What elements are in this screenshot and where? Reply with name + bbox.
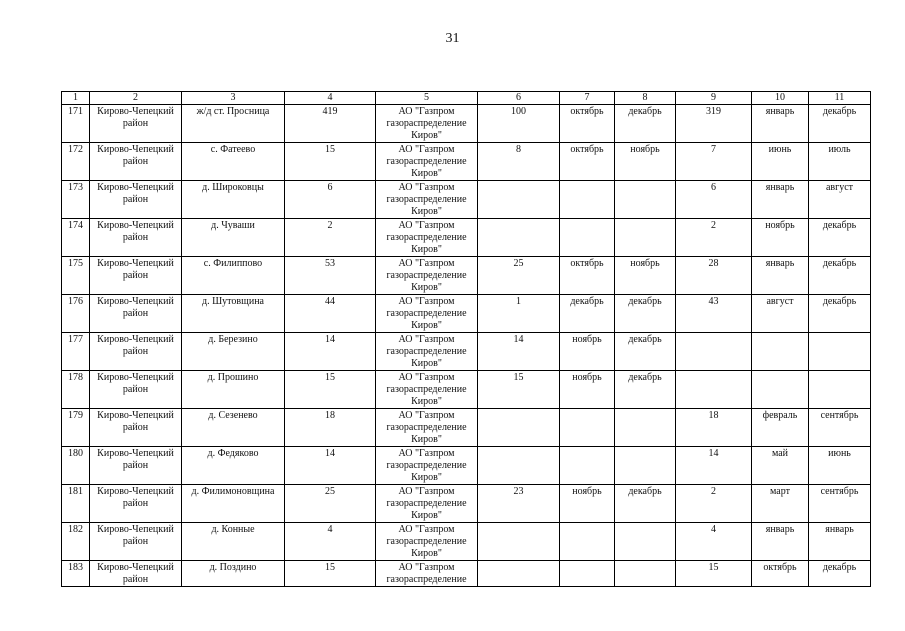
table-row [62,295,871,333]
cell-start-month-a: ноябрь [560,485,615,523]
cell-end-month-b: декабрь [809,219,871,257]
cell-start-month-a: октябрь [560,257,615,295]
cell-end-month-b: сентябрь [809,409,871,447]
cell-district: Кирово-Чепецкий район [90,257,182,295]
cell-organization: АО "Газпром газораспределение Киров" [376,295,478,333]
cell-district: Кирово-Чепецкий район [90,181,182,219]
cell-count-b: 7 [676,143,752,181]
cell-settlement: ж/д ст. Просница [182,105,285,143]
cell-total-count: 15 [285,371,376,409]
cell-start-month-a: октябрь [560,105,615,143]
column-header-7: 7 [560,92,615,105]
cell-start-month-a [560,181,615,219]
cell-end-month-b: июнь [809,447,871,485]
header-row [62,92,871,105]
cell-start-month-b [752,333,809,371]
cell-district: Кирово-Чепецкий район [90,333,182,371]
cell-count-a [478,447,560,485]
cell-total-count: 419 [285,105,376,143]
cell-total-count: 15 [285,143,376,181]
cell-organization: АО "Газпром газораспределение Киров" [376,371,478,409]
cell-count-b: 18 [676,409,752,447]
cell-total-count: 15 [285,561,376,587]
cell-count-b [676,371,752,409]
cell-total-count: 53 [285,257,376,295]
cell-settlement: д. Прошино [182,371,285,409]
cell-end-month-a: декабрь [615,485,676,523]
column-header-1: 1 [62,92,90,105]
cell-start-month-a: декабрь [560,295,615,333]
table-row [62,181,871,219]
cell-row-number: 181 [62,485,90,523]
cell-total-count: 18 [285,409,376,447]
table-row [62,561,871,587]
cell-end-month-a: ноябрь [615,257,676,295]
cell-organization: АО "Газпром газораспределение Киров" [376,181,478,219]
cell-district: Кирово-Чепецкий район [90,561,182,587]
cell-start-month-a [560,523,615,561]
cell-settlement: д. Шутовщина [182,295,285,333]
cell-count-a: 14 [478,333,560,371]
table-row [62,371,871,409]
data-table [61,91,871,587]
cell-start-month-b: июнь [752,143,809,181]
cell-start-month-b: ноябрь [752,219,809,257]
cell-count-a [478,409,560,447]
cell-start-month-a [560,447,615,485]
cell-end-month-a [615,409,676,447]
cell-end-month-a: декабрь [615,333,676,371]
cell-settlement: с. Филиппово [182,257,285,295]
table-row [62,523,871,561]
cell-end-month-a: декабрь [615,295,676,333]
cell-count-b: 2 [676,219,752,257]
cell-district: Кирово-Чепецкий район [90,409,182,447]
cell-settlement: д. Конные [182,523,285,561]
cell-count-a: 8 [478,143,560,181]
cell-end-month-b: декабрь [809,295,871,333]
cell-start-month-a [560,561,615,587]
cell-row-number: 175 [62,257,90,295]
cell-count-a [478,523,560,561]
cell-end-month-b: декабрь [809,105,871,143]
cell-start-month-b: январь [752,105,809,143]
cell-row-number: 173 [62,181,90,219]
cell-count-b: 2 [676,485,752,523]
cell-settlement: д. Широковцы [182,181,285,219]
cell-settlement: д. Чуваши [182,219,285,257]
cell-end-month-b: июль [809,143,871,181]
cell-district: Кирово-Чепецкий район [90,295,182,333]
cell-settlement: д. Федяково [182,447,285,485]
cell-start-month-b: май [752,447,809,485]
cell-district: Кирово-Чепецкий район [90,219,182,257]
cell-count-a: 100 [478,105,560,143]
cell-start-month-a [560,409,615,447]
cell-end-month-a [615,561,676,587]
cell-row-number: 176 [62,295,90,333]
column-header-6: 6 [478,92,560,105]
cell-total-count: 4 [285,523,376,561]
cell-count-b: 14 [676,447,752,485]
cell-organization: АО "Газпром газораспределение Киров" [376,105,478,143]
cell-total-count: 14 [285,447,376,485]
cell-row-number: 180 [62,447,90,485]
cell-organization: АО "Газпром газораспределение Киров" [376,333,478,371]
cell-start-month-b: март [752,485,809,523]
cell-start-month-b: январь [752,257,809,295]
cell-row-number: 182 [62,523,90,561]
cell-count-b [676,333,752,371]
cell-row-number: 178 [62,371,90,409]
cell-count-a [478,561,560,587]
cell-row-number: 177 [62,333,90,371]
table-row [62,333,871,371]
cell-end-month-b [809,333,871,371]
cell-total-count: 6 [285,181,376,219]
cell-row-number: 179 [62,409,90,447]
cell-district: Кирово-Чепецкий район [90,523,182,561]
cell-settlement: д. Сезенево [182,409,285,447]
cell-count-a: 23 [478,485,560,523]
cell-start-month-b: февраль [752,409,809,447]
table-row [62,485,871,523]
cell-organization: АО "Газпром газораспределение Киров" [376,523,478,561]
cell-organization: АО "Газпром газораспределение Киров" [376,257,478,295]
cell-count-a: 1 [478,295,560,333]
cell-district: Кирово-Чепецкий район [90,143,182,181]
cell-organization: АО "Газпром газораспределение [376,561,478,587]
cell-row-number: 171 [62,105,90,143]
cell-organization: АО "Газпром газораспределение Киров" [376,143,478,181]
cell-start-month-b: август [752,295,809,333]
cell-end-month-b: январь [809,523,871,561]
cell-start-month-b: январь [752,523,809,561]
column-header-8: 8 [615,92,676,105]
cell-count-b: 4 [676,523,752,561]
cell-end-month-b: август [809,181,871,219]
cell-organization: АО "Газпром газораспределение Киров" [376,485,478,523]
cell-end-month-a: ноябрь [615,143,676,181]
cell-total-count: 25 [285,485,376,523]
cell-count-b: 15 [676,561,752,587]
cell-settlement: д. Филимоновщина [182,485,285,523]
cell-total-count: 44 [285,295,376,333]
cell-organization: АО "Газпром газораспределение Киров" [376,447,478,485]
cell-organization: АО "Газпром газораспределение Киров" [376,219,478,257]
cell-end-month-b: декабрь [809,257,871,295]
cell-start-month-b: октябрь [752,561,809,587]
table-row [62,143,871,181]
cell-start-month-b: январь [752,181,809,219]
column-header-2: 2 [90,92,182,105]
cell-settlement: д. Березино [182,333,285,371]
cell-start-month-a [560,219,615,257]
cell-settlement: д. Поздино [182,561,285,587]
column-header-4: 4 [285,92,376,105]
cell-start-month-a: октябрь [560,143,615,181]
cell-end-month-a: декабрь [615,105,676,143]
cell-district: Кирово-Чепецкий район [90,371,182,409]
cell-start-month-a: ноябрь [560,333,615,371]
cell-row-number: 172 [62,143,90,181]
cell-row-number: 174 [62,219,90,257]
table-row [62,105,871,143]
cell-row-number: 183 [62,561,90,587]
cell-end-month-b [809,371,871,409]
cell-total-count: 2 [285,219,376,257]
cell-settlement: с. Фатеево [182,143,285,181]
cell-count-a [478,219,560,257]
table-row [62,257,871,295]
cell-count-a: 15 [478,371,560,409]
cell-count-a: 25 [478,257,560,295]
cell-count-b: 319 [676,105,752,143]
column-header-5: 5 [376,92,478,105]
cell-end-month-b: сентябрь [809,485,871,523]
cell-end-month-a: декабрь [615,371,676,409]
column-header-9: 9 [676,92,752,105]
column-header-11: 11 [809,92,871,105]
table-row [62,409,871,447]
cell-count-a [478,181,560,219]
cell-count-b: 6 [676,181,752,219]
column-header-3: 3 [182,92,285,105]
cell-end-month-a [615,447,676,485]
cell-end-month-a [615,523,676,561]
cell-start-month-b [752,371,809,409]
cell-district: Кирово-Чепецкий район [90,105,182,143]
cell-end-month-a [615,181,676,219]
table-row [62,219,871,257]
cell-end-month-b: декабрь [809,561,871,587]
page-number: 31 [445,31,460,46]
cell-district: Кирово-Чепецкий район [90,485,182,523]
cell-end-month-a [615,219,676,257]
cell-total-count: 14 [285,333,376,371]
cell-start-month-a: ноябрь [560,371,615,409]
table-row [62,447,871,485]
cell-organization: АО "Газпром газораспределение Киров" [376,409,478,447]
cell-count-b: 43 [676,295,752,333]
column-header-10: 10 [752,92,809,105]
cell-count-b: 28 [676,257,752,295]
cell-district: Кирово-Чепецкий район [90,447,182,485]
